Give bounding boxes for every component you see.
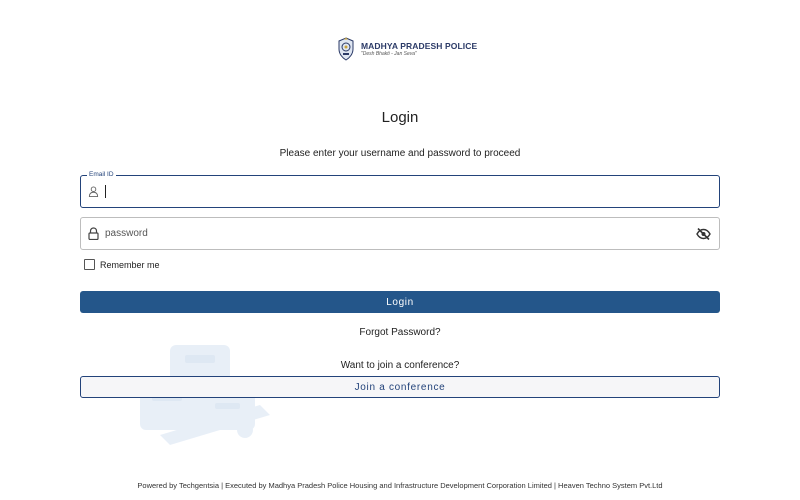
org-motto: "Desh Bhakti - Jan Seva" xyxy=(361,50,417,57)
password-field[interactable] xyxy=(80,217,720,250)
lock-icon xyxy=(82,217,104,250)
footer-text: Powered by Techgentsia | Executed by Madhya Pradesh Police Housing and Infrastructure Development Corporation Limited | Heaven Techno System Pvt.Ltd xyxy=(137,481,663,490)
forgot-password-link[interactable]: Forgot Password? xyxy=(359,327,441,338)
remember-me[interactable] xyxy=(84,259,160,270)
password-input[interactable] xyxy=(104,219,689,249)
join-conference-button[interactable]: Join a conference xyxy=(80,376,720,398)
email-input[interactable] xyxy=(106,177,719,207)
join-conference-prompt: Want to join a conference? xyxy=(340,360,460,371)
page-title: Login xyxy=(381,109,419,126)
logo xyxy=(336,37,477,61)
remember-me-checkbox[interactable] xyxy=(84,259,95,270)
eye-off-icon[interactable] xyxy=(689,217,717,250)
police-emblem-icon xyxy=(336,37,356,61)
login-button[interactable]: Login xyxy=(80,291,720,313)
remember-me-label: Remember me xyxy=(100,259,160,270)
org-name: MADHYA PRADESH POLICE xyxy=(361,40,478,51)
email-label: Email ID xyxy=(89,171,114,178)
email-field[interactable] xyxy=(80,171,720,208)
page-subtitle: Please enter your username and password to proceed xyxy=(279,148,521,159)
